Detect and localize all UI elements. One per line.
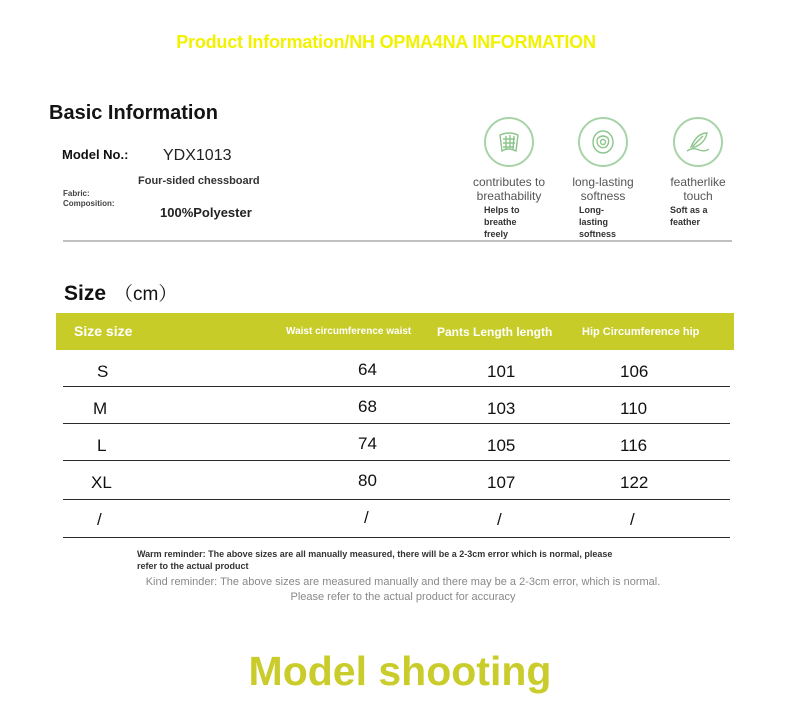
model-number-label: Model No.: (62, 147, 129, 162)
cell-size: L (97, 436, 107, 455)
cell-waist: 80 (358, 471, 377, 490)
row-divider (63, 537, 730, 538)
cell-size: / (97, 510, 102, 529)
header-size: Size size (74, 323, 133, 339)
warm-reminder-line2: refer to the actual product (137, 561, 249, 571)
basic-info-heading: Basic Information (49, 102, 218, 124)
kind-reminder (0, 575, 790, 605)
softness-icon (578, 117, 628, 167)
header-waist: Waist circumference waist (286, 326, 412, 337)
row-divider (63, 499, 730, 500)
feature-title-line1: contributes to (472, 175, 546, 189)
cell-size: S (97, 362, 109, 381)
cell-length: 107 (487, 473, 516, 492)
header-hip: Hip Circumference hip (582, 326, 700, 338)
cell-length: / (497, 510, 502, 529)
cell-hip: 116 (620, 436, 648, 455)
kind-reminder-line2: Please refer to the actual product for accuracy (290, 591, 516, 603)
size-table-header (56, 313, 734, 350)
breathability-icon (484, 117, 534, 167)
cell-length: 103 (487, 399, 516, 418)
model-shooting-title: Model shooting (248, 648, 552, 694)
feature-desc-line: Helps to (484, 205, 520, 215)
fabric-value: Four-sided chessboard (138, 175, 260, 187)
header-pants-length: Pants Length length (437, 325, 553, 339)
cell-waist: / (364, 508, 369, 527)
feather-icon (673, 117, 723, 167)
feature-title-line2: softness (580, 189, 626, 203)
feature-desc-line: breathe (484, 217, 517, 227)
cell-waist: 64 (358, 360, 377, 379)
cell-hip: 122 (620, 473, 649, 492)
warm-reminder-line1: Warm reminder: The above sizes are all manually measured, there will be a 2-3cm error which is normal, please (137, 549, 613, 559)
feature-breathability (464, 117, 554, 240)
kind-reminder-line1: Kind reminder: The above sizes are measured manually and there may be a 2-3cm error, which is normal. (145, 576, 661, 588)
cell-length: 105 (487, 436, 516, 455)
row-divider (63, 460, 730, 461)
size-unit: （cm） (114, 284, 178, 305)
row-divider (63, 423, 730, 424)
feature-desc-line: softness (579, 229, 617, 239)
product-info-title: Product Information/NH OPMA4NA INFORMATION (176, 32, 596, 52)
feature-softness (558, 117, 648, 240)
section-divider (63, 240, 732, 242)
row-divider (63, 386, 730, 387)
fabric-label: Fabric: (63, 189, 90, 198)
cell-hip: / (630, 510, 635, 529)
feature-desc-line: feather (670, 217, 701, 227)
feature-desc-line: freely (484, 229, 509, 239)
cell-length: 101 (487, 362, 516, 381)
cell-hip: 110 (620, 399, 648, 418)
feature-desc-line: Long- (579, 205, 604, 215)
feature-title-line1: long-lasting (572, 175, 634, 189)
cell-hip: 106 (620, 362, 649, 381)
size-title: Size (64, 282, 107, 305)
feature-desc-line: lasting (579, 217, 609, 227)
feature-featherlike (653, 117, 743, 228)
feature-title-line2: breathability (476, 189, 542, 203)
feature-desc-line: Soft as a (670, 205, 708, 215)
model-number-value: YDX1013 (163, 147, 232, 164)
composition-label: Composition: (63, 199, 115, 208)
composition-value: 100%Polyester (160, 205, 252, 220)
cell-waist: 74 (358, 434, 377, 453)
cell-waist: 68 (358, 397, 377, 416)
cell-size: M (93, 399, 108, 418)
warm-reminder (137, 548, 677, 572)
cell-size: XL (91, 473, 112, 492)
size-heading (64, 279, 177, 306)
feature-title-line2: touch (683, 189, 713, 203)
feature-title-line1: featherlike (670, 175, 726, 189)
